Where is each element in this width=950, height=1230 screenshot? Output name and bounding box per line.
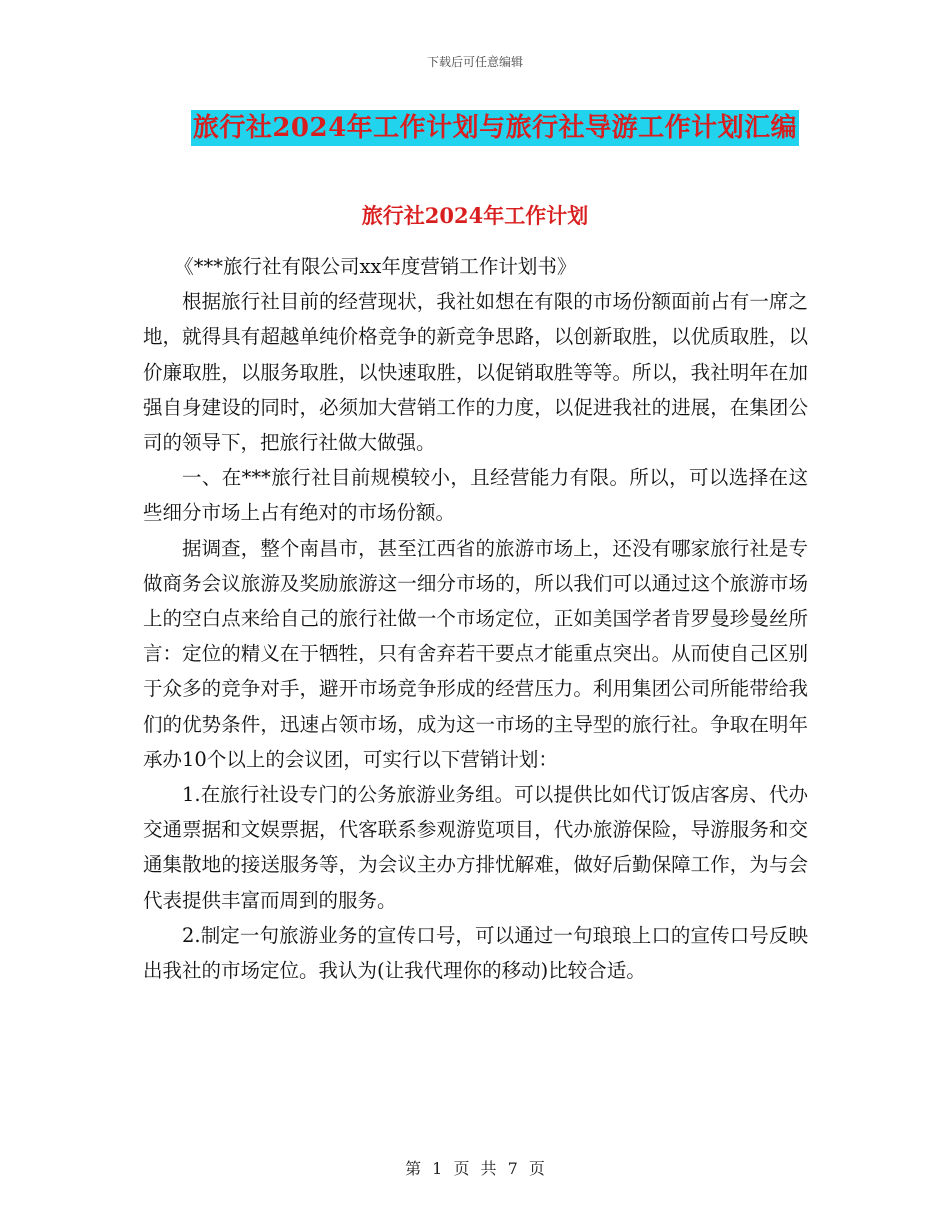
section-title: 旅行社2024年工作计划: [361, 203, 589, 228]
main-title-container: [0, 110, 950, 146]
paragraph: 1.在旅行社设专门的公务旅游业务组。可以提供比如代订饭店客房、代办交通票据和文娱票据，代客联系参观游览项目，代办旅游保险，导游服务和交通集散地的接送服务等，为会议主办方排忧解难，做好后勤保障工作，为与会代表提供丰富而周到的服务。: [143, 783, 808, 912]
document-main-title: 旅行社2024年工作计划与旅行社导游工作计划汇编: [191, 110, 799, 146]
paragraph: 2.制定一句旅游业务的宣传口号，可以通过一句琅琅上口的宣传口号反映出我社的市场定位。我认为(让我代理你的移动)比较合适。: [143, 923, 808, 983]
document-body: [143, 249, 808, 988]
paragraph: 一、在***旅行社目前规模较小，且经营能力有限。所以，可以选择在这些细分市场上占有绝对的市场份额。: [143, 466, 808, 525]
paragraph: 根据旅行社目前的经营现状，我社如想在有限的市场份额面前占有一席之地，就得具有超越单纯价格竞争的新竞争思路，以创新取胜，以优质取胜，以价廉取胜，以服务取胜，以快速取胜，以促销取胜等等。所以，我社明年在加强自身建设的同时，必须加大营销工作的力度，以促进我社的进展，在集团公司的领导下，把旅行社做大做强。: [143, 290, 808, 455]
page-number-footer: 第 1 页 共 7 页: [405, 1159, 545, 1178]
page-header-note: 下载后可任意编辑: [426, 55, 523, 69]
paragraph-book-title: 《***旅行社有限公司xx年度营销工作计划书》: [174, 255, 577, 278]
paragraph: 据调查，整个南昌市，甚至江西省的旅游市场上，还没有哪家旅行社是专做商务会议旅游及奖励旅游这一细分市场的，所以我们可以通过这个旅游市场上的空白点来给自己的旅行社做一个市场定位，正如美国学者肯罗曼珍曼丝所言：定位的精义在于牺牲，只有舍弃若干要点才能重点突出。从而使自己区别于众多的竞争对手，避开市场竞争形成的经营压力。利用集团公司所能带给我们的优势条件，迅速占领市场，成为这一市场的主导型的旅行社。争取在明年承办10个以上的会议团，可实行以下营销计划：: [143, 536, 808, 771]
